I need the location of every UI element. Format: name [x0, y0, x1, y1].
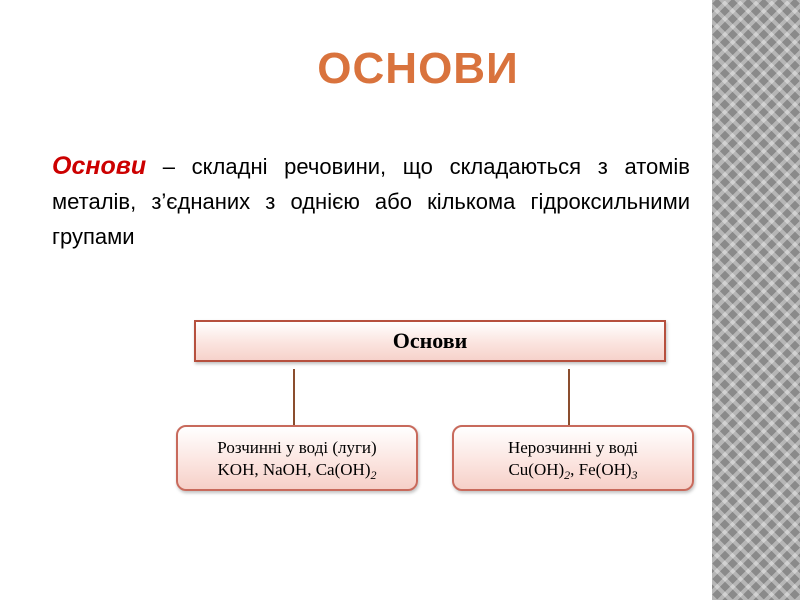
insoluble-separator: , — [570, 460, 579, 479]
definition-term: Основи — [52, 152, 147, 180]
connector-left — [293, 369, 295, 425]
insoluble-formula-2-sub: 3 — [631, 468, 638, 482]
root-node-bases: Основи — [194, 320, 666, 362]
soluble-title: Розчинні у воді (луги) — [217, 438, 377, 457]
insoluble-formula-1: Cu(OH) — [508, 460, 565, 479]
slide-title: ОСНОВИ — [317, 44, 519, 93]
soluble-formulas — [178, 459, 416, 486]
soluble-formulas-sub: 2 — [370, 468, 377, 482]
insoluble-formula-2: Fe(OH) — [578, 460, 632, 479]
node-insoluble-bases — [452, 425, 694, 491]
definition-text: – складні речовини, що складаються з атомів металів, з’єднаних з однією або кількома гідроксильними групами — [52, 154, 690, 249]
insoluble-title: Нерозчинні у воді — [507, 438, 639, 457]
soluble-formulas-text: KOH, NaOH, Ca(OH) — [217, 460, 371, 479]
connector-right — [568, 369, 570, 425]
insoluble-formula-1-sub: 2 — [564, 468, 571, 482]
insoluble-formulas — [454, 459, 692, 486]
definition-paragraph — [52, 149, 690, 254]
node-soluble-bases — [176, 425, 418, 491]
